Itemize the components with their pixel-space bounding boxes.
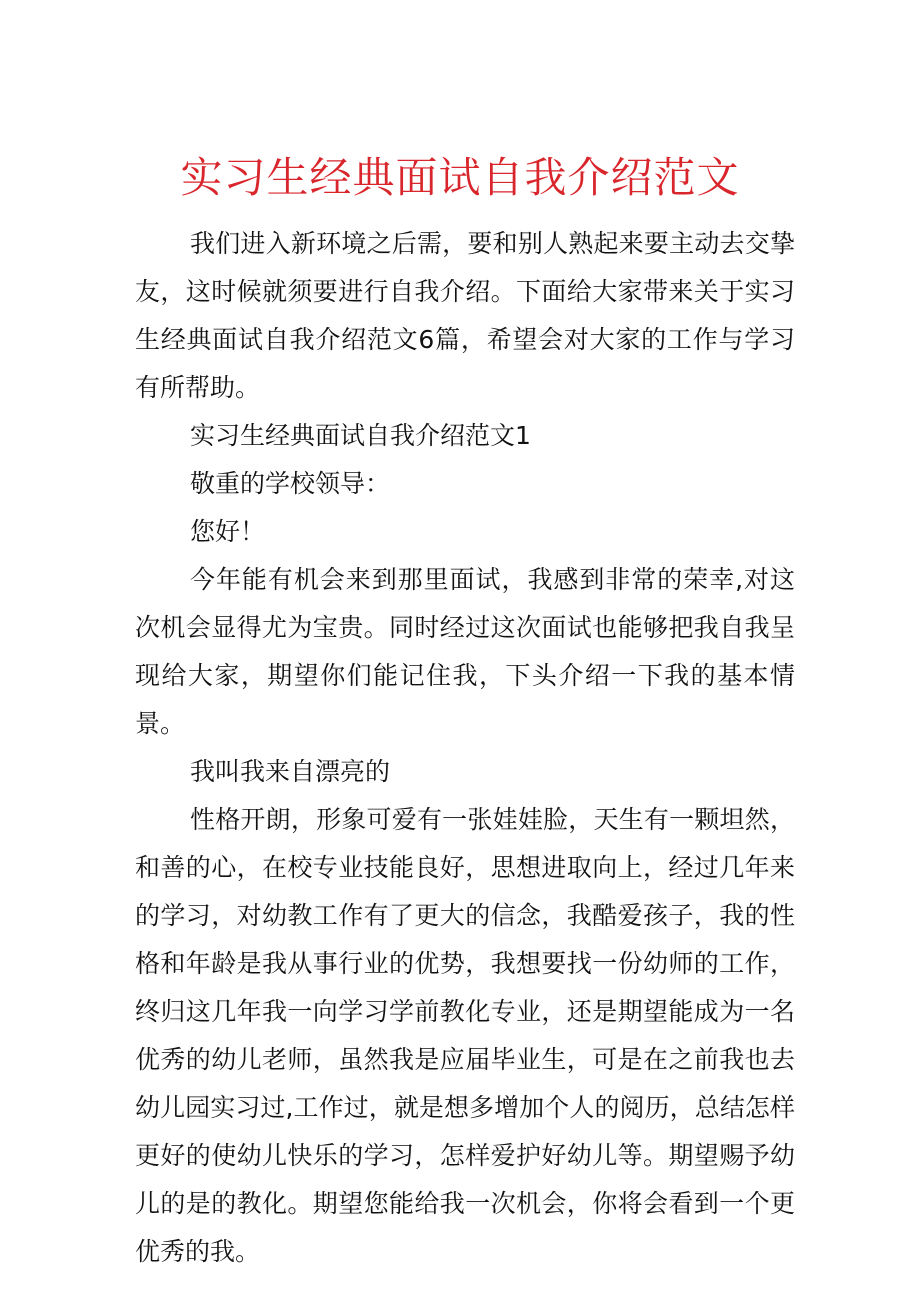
intro-paragraph: 我们进入新环境之后需，要和别人熟起来要主动去交挚友，这时候就须要进行自我介绍。下面给大家带来关于实习生经典面试自我介绍范文6篇，希望会对大家的工作与学习有所帮助。: [135, 229, 795, 402]
document-body: [135, 220, 795, 1276]
section-heading: 实习生经典面试自我介绍范文1: [190, 421, 531, 450]
paragraph-name: 我叫我来自漂亮的: [190, 757, 391, 786]
paragraph-personality: 性格开朗，形象可爱有一张娃娃脸，天生有一颗坦然，和善的心，在校专业技能良好，思想进取向上，经过几年来的学习，对幼教工作有了更大的信念，我酷爱孩子，我的性格和年龄是我从事行业的优势，我想要找一份幼师的工作，终归这几年我一向学习学前教化专业，还是期望能成为一名优秀的幼儿老师，虽然我是应届毕业生，可是在之前我也去幼儿园实习过,工作过，就是想多增加个人的阅历，总结怎样更好的使幼儿快乐的学习，怎样爱护好幼儿等。期望赐予幼儿的是的教化。期望您能给我一次机会，你将会看到一个更优秀的我。: [135, 805, 795, 1266]
greeting: 您好！: [190, 517, 266, 546]
document-title: 实习生经典面试自我介绍范文: [180, 153, 740, 202]
paragraph-opportunity: 今年能有机会来到那里面试，我感到非常的荣幸,对这次机会显得尤为宝贵。同时经过这次面试也能够把我自我呈现给大家，期望你们能记住我，下头介绍一下我的基本情景。: [135, 565, 795, 738]
salutation: 敬重的学校领导：: [190, 469, 391, 498]
